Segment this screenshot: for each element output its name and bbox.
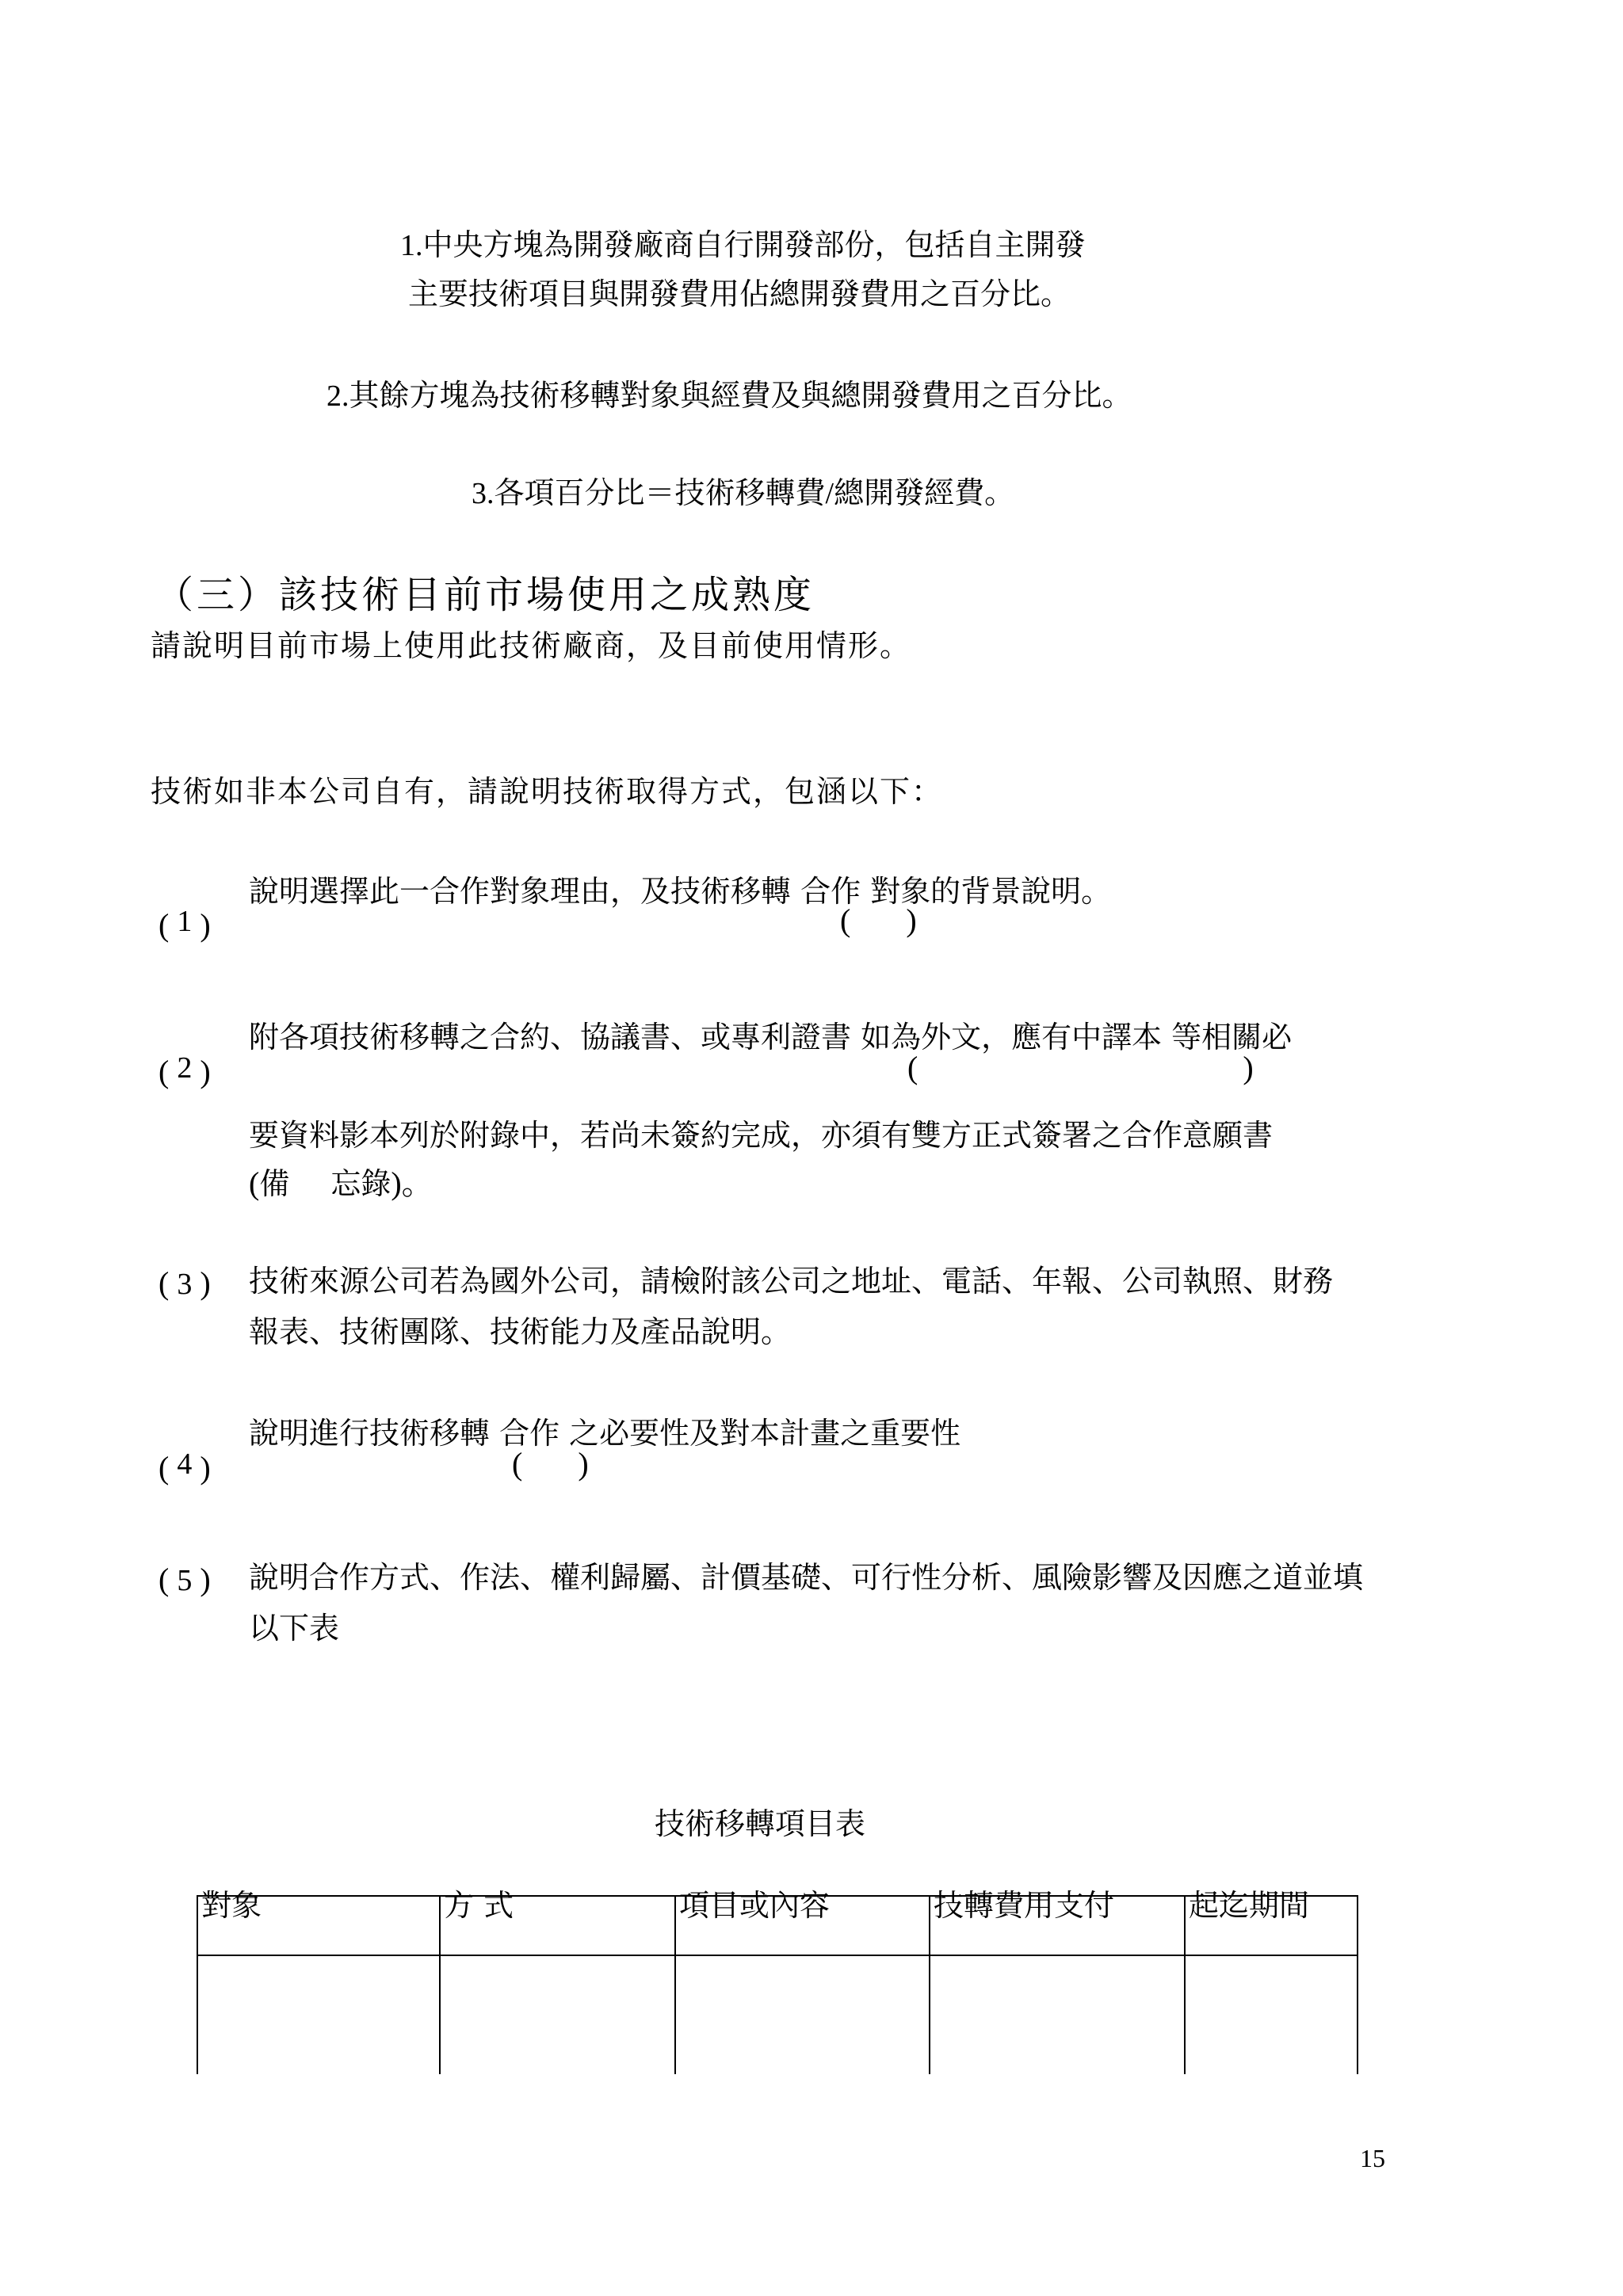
- item-2-text-line-3: [249, 1165, 433, 1201]
- note-3-number: 3.: [472, 477, 495, 510]
- item-4-paren: [512, 1448, 589, 1480]
- note-1-line-1: [400, 227, 1086, 262]
- table-header-method: 方 式: [444, 1888, 514, 1923]
- item-2-paren-open: (: [907, 1050, 918, 1085]
- item-5-text-line-2: 以下表: [249, 1611, 340, 1646]
- table-header-fee: 技轉費用支付: [934, 1888, 1115, 1923]
- item-5-label: [158, 1564, 211, 1596]
- note-2-number: 2.: [327, 379, 349, 413]
- item-4-label: [158, 1447, 211, 1486]
- item-3-label-open: (: [158, 1265, 170, 1301]
- note-3-slash: /: [825, 477, 834, 510]
- note-3-text-a: 各項百分比＝技術移轉費: [494, 475, 826, 510]
- item-1-label-number: 1: [177, 905, 193, 938]
- table-col-border-5: [1357, 1895, 1358, 2074]
- item-2-paren: [907, 1052, 1254, 1084]
- item-1-paren-open: (: [840, 902, 851, 938]
- item-1-text: 說明選擇此一合作對象理由，及技術移轉 合作 對象的背景說明。: [249, 874, 1112, 909]
- table-header-period: 起迄期間: [1189, 1888, 1310, 1923]
- item-4-paren-close: ): [578, 1446, 589, 1482]
- section-heading: （三）該技術目前市場使用之成熟度: [155, 573, 815, 617]
- item-2-label-close: ): [200, 1054, 211, 1089]
- item-2-label-number: 2: [177, 1051, 193, 1085]
- item-5-label-open: (: [158, 1562, 170, 1597]
- item-2-memo-close: )。: [391, 1165, 433, 1201]
- item-2-label: [158, 1051, 211, 1089]
- note-1-text: 中央方塊為開發廠商自行開發部份，包括自主開發: [422, 227, 1086, 262]
- table-col-border-1: [439, 1895, 441, 2074]
- section-description: 請說明目前市場上使用此技術廠商，及目前使用情形。: [151, 628, 912, 663]
- note-2: [327, 380, 1132, 411]
- note-1-number: 1.: [400, 229, 423, 262]
- item-1-label-close: ): [200, 907, 211, 943]
- item-3-label: [158, 1265, 211, 1301]
- table-header-item: 項目或內容: [679, 1888, 831, 1923]
- item-2-memo-open: (: [249, 1165, 260, 1201]
- table-col-border-3: [929, 1895, 930, 2074]
- item-5-label-close: ): [200, 1562, 211, 1597]
- item-2-memo-a: 備: [259, 1166, 290, 1201]
- item-3-text-line-2: 報表、技術團隊、技術能力及產品說明。: [249, 1314, 792, 1349]
- item-1-paren: [840, 902, 917, 938]
- table-col-border-2: [674, 1895, 676, 2074]
- note-1-line-2: 主要技術項目與開發費用佔總開發費用之百分比。: [408, 277, 1071, 311]
- item-4-label-close: ): [200, 1450, 211, 1486]
- item-4-label-open: (: [158, 1450, 170, 1486]
- table-col-border-4: [1184, 1895, 1186, 2074]
- item-4-label-number: 4: [177, 1447, 193, 1481]
- note-3: [472, 475, 1015, 510]
- item-2-label-open: (: [158, 1054, 170, 1089]
- item-2-text-line-2: 要資料影本列於附錄中，若尚未簽約完成，亦須有雙方正式簽署之合作意願書: [249, 1118, 1274, 1153]
- item-5-label-number: 5: [177, 1564, 193, 1597]
- section-intro: 技術如非本公司自有，請說明技術取得方式，包涵以下：: [151, 774, 944, 809]
- item-4-text: 說明進行技術移轉 合作 之必要性及對本計畫之重要性: [249, 1416, 961, 1451]
- item-1-label: [158, 905, 211, 943]
- item-3-label-number: 3: [177, 1268, 193, 1301]
- item-5-text-line-1: 說明合作方式、作法、權利歸屬、計價基礎、可行性分析、風險影響及因應之道並填: [249, 1560, 1364, 1595]
- table-col-border-0: [197, 1895, 198, 2074]
- item-3-label-close: ): [200, 1265, 211, 1301]
- note-2-text: 其餘方塊為技術移轉對象與經費及與總開發費用之百分比。: [349, 378, 1132, 413]
- item-3-text-line-1: 技術來源公司若為國外公司，請檢附該公司之地址、電話、年報、公司執照、財務: [249, 1264, 1334, 1299]
- item-1-paren-close: ): [906, 902, 917, 938]
- note-3-text-b: 總開發經費。: [834, 475, 1015, 510]
- table-title: 技術移轉項目表: [655, 1806, 866, 1841]
- item-2-text-line-1: 附各項技術移轉之合約、協議書、或專利證書 如為外文，應有中譯本 等相關必: [249, 1020, 1293, 1055]
- item-4-paren-open: (: [512, 1446, 523, 1482]
- item-2-memo-b: 忘錄: [330, 1166, 391, 1201]
- table-header-target: 對象: [201, 1888, 262, 1923]
- page-number: 15: [1360, 2144, 1385, 2172]
- item-2-paren-close: ): [1243, 1050, 1254, 1085]
- item-1-label-open: (: [158, 907, 170, 943]
